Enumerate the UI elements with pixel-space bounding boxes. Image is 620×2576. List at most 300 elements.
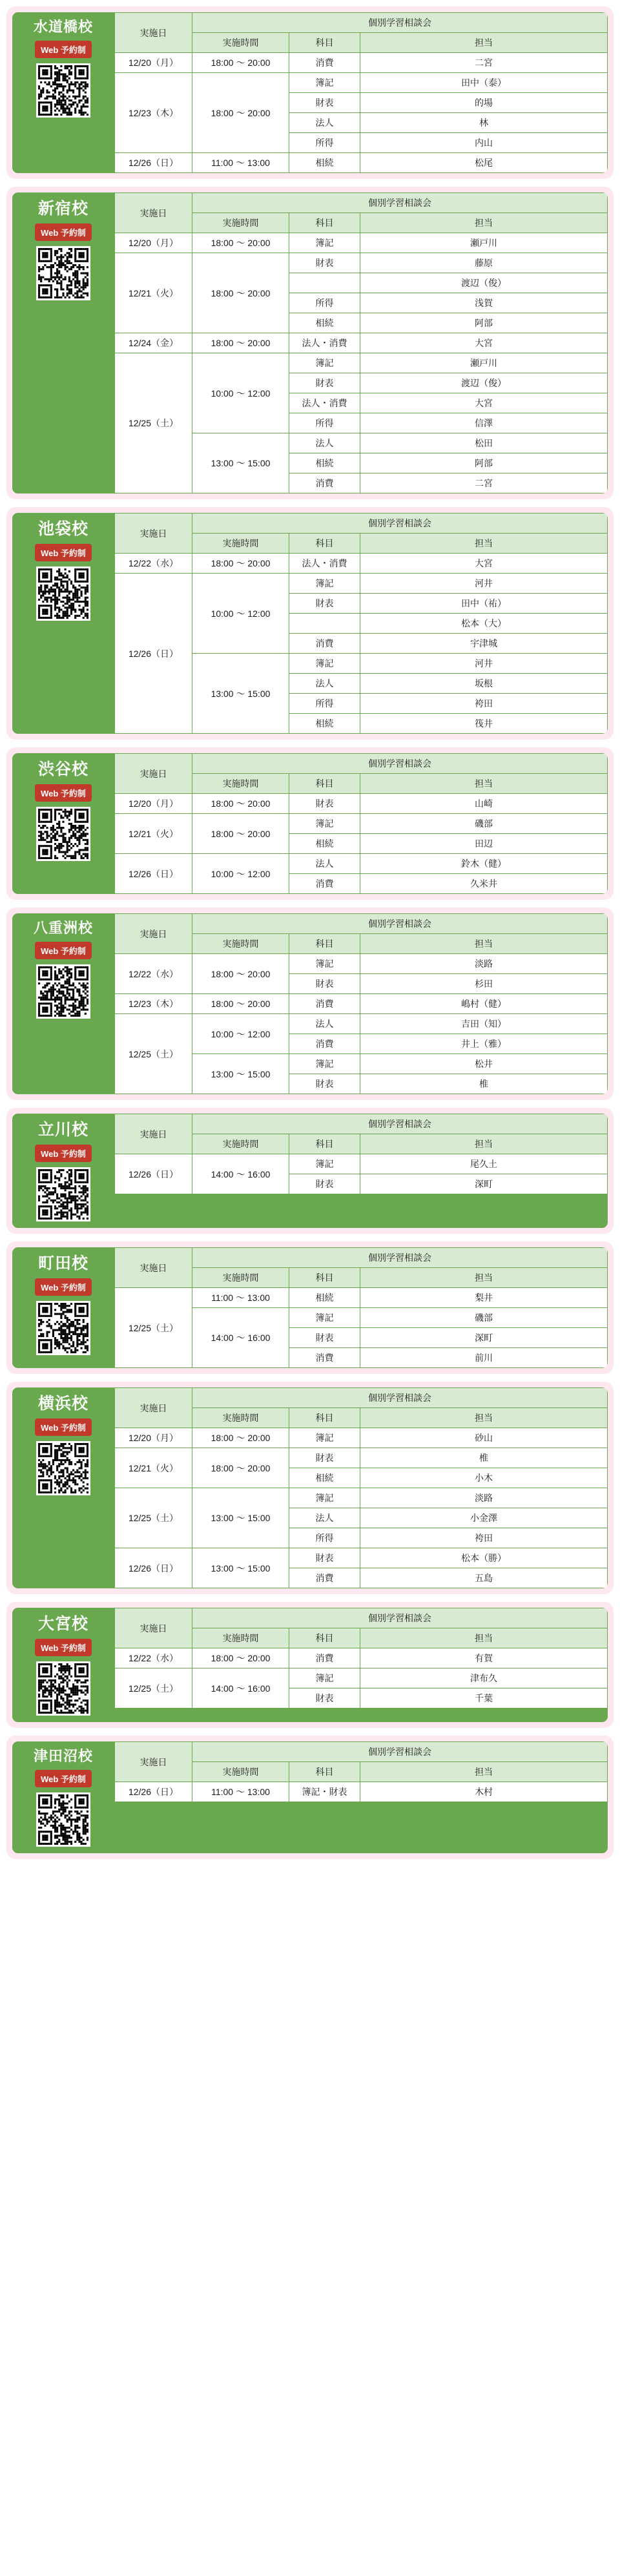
cell-subject: 所得 [289, 293, 360, 313]
table-row [115, 1488, 608, 1508]
cell-date: 12/20（月） [115, 53, 192, 73]
cell-time: 18:00 ～ 20:00 [192, 233, 289, 253]
qr-code-icon[interactable] [36, 1661, 90, 1716]
school-name: 横浜校 [37, 1395, 88, 1413]
cell-time: 13:00 ～ 15:00 [192, 433, 289, 493]
cell-subject: 財表 [289, 594, 360, 614]
cell-date: 12/21（火） [115, 1448, 192, 1488]
qr-code-icon[interactable] [36, 1792, 90, 1847]
school-schedule [114, 1608, 608, 1722]
col-header-group: 個別学習相談会 [192, 193, 608, 213]
cell-subject: 財表 [289, 373, 360, 393]
cell-staff: 磯部 [360, 814, 608, 834]
cell-subject: 簿記 [289, 1308, 360, 1328]
cell-time: 18:00 ～ 20:00 [192, 253, 289, 333]
col-header-time: 実施時間 [192, 534, 289, 554]
cell-subject: 相続 [289, 834, 360, 854]
cell-staff: 有賀 [360, 1648, 608, 1668]
col-header-date: 実施日 [115, 1742, 192, 1782]
table-row [115, 333, 608, 353]
school-name: 町田校 [37, 1254, 88, 1272]
cell-subject: 財表 [289, 1548, 360, 1568]
school-block [6, 1108, 614, 1234]
cell-staff: 井上（雅） [360, 1034, 608, 1054]
cell-date: 12/22（水） [115, 1648, 192, 1668]
school-schedule [114, 1247, 608, 1368]
cell-staff: 大宮 [360, 393, 608, 413]
school-identity [12, 1741, 114, 1853]
cell-staff: 渡辺（俊） [360, 273, 608, 293]
cell-subject: 財表 [289, 1688, 360, 1709]
cell-time: 18:00 ～ 20:00 [192, 954, 289, 994]
table-row [115, 994, 608, 1014]
col-header-date: 実施日 [115, 754, 192, 794]
cell-staff: 信澤 [360, 413, 608, 433]
school-identity [12, 513, 114, 734]
col-header-time: 実施時間 [192, 33, 289, 53]
cell-date: 12/26（日） [115, 854, 192, 894]
table-row [115, 253, 608, 273]
cell-subject: 簿記 [289, 1154, 360, 1174]
cell-time: 11:00 ～ 13:00 [192, 1288, 289, 1308]
cell-subject: 相続 [289, 313, 360, 333]
cell-staff: 松本（大） [360, 614, 608, 634]
cell-date: 12/25（土） [115, 1668, 192, 1709]
cell-subject: 簿記 [289, 954, 360, 974]
table-row [115, 854, 608, 874]
cell-staff: 椎 [360, 1448, 608, 1468]
school-identity [12, 1608, 114, 1722]
qr-code-icon[interactable] [36, 807, 90, 861]
web-reservation-badge[interactable]: Web 予約制 [35, 942, 92, 959]
cell-subject: 法人 [289, 1508, 360, 1528]
col-header-subject: 科目 [289, 1762, 360, 1782]
cell-subject: 所得 [289, 133, 360, 153]
cell-date: 12/26（日） [115, 1548, 192, 1588]
cell-date: 12/20（月） [115, 794, 192, 814]
cell-time: 11:00 ～ 13:00 [192, 1782, 289, 1802]
col-header-subject: 科目 [289, 774, 360, 794]
cell-subject: 簿記 [289, 1428, 360, 1448]
cell-time: 18:00 ～ 20:00 [192, 554, 289, 574]
cell-staff: 松田 [360, 433, 608, 453]
col-header-group: 個別学習相談会 [192, 1248, 608, 1268]
cell-date: 12/25（土） [115, 1288, 192, 1368]
cell-staff: 梨井 [360, 1288, 608, 1308]
cell-date: 12/26（日） [115, 1154, 192, 1194]
qr-code-icon[interactable] [36, 63, 90, 118]
cell-staff: 的場 [360, 93, 608, 113]
cell-staff: 二宮 [360, 473, 608, 493]
web-reservation-badge[interactable]: Web 予約制 [35, 1639, 92, 1656]
col-header-staff: 担当 [360, 1628, 608, 1648]
cell-staff: 林 [360, 113, 608, 133]
school-schedule [114, 913, 608, 1094]
cell-staff: 椎 [360, 1074, 608, 1094]
table-row [115, 153, 608, 173]
table-row [115, 53, 608, 73]
cell-staff: 渡辺（俊） [360, 373, 608, 393]
table-row [115, 1548, 608, 1568]
cell-subject: 簿記 [289, 233, 360, 253]
school-inner [12, 192, 608, 493]
school-block [6, 1382, 614, 1594]
school-schedule [114, 1741, 608, 1853]
cell-time: 14:00 ～ 16:00 [192, 1308, 289, 1368]
table-row [115, 814, 608, 834]
school-schedule [114, 1387, 608, 1588]
table-row [115, 554, 608, 574]
col-header-time: 実施時間 [192, 1628, 289, 1648]
col-header-group: 個別学習相談会 [192, 13, 608, 33]
cell-subject: 簿記 [289, 353, 360, 373]
cell-subject: 所得 [289, 413, 360, 433]
school-inner [12, 1247, 608, 1368]
table-header-row [115, 914, 608, 934]
col-header-time: 実施時間 [192, 1408, 289, 1428]
school-identity [12, 1247, 114, 1368]
cell-subject: 法人・消費 [289, 393, 360, 413]
school-name: 渋谷校 [37, 760, 88, 778]
cell-subject: 簿記 [289, 1668, 360, 1688]
col-header-time: 実施時間 [192, 774, 289, 794]
school-identity [12, 1387, 114, 1588]
cell-subject: 消費 [289, 994, 360, 1014]
col-header-group: 個別学習相談会 [192, 1114, 608, 1134]
school-identity [12, 12, 114, 173]
school-identity [12, 753, 114, 894]
web-reservation-badge[interactable]: Web 予約制 [35, 41, 92, 58]
col-header-time: 実施時間 [192, 1134, 289, 1154]
cell-staff: 河井 [360, 574, 608, 594]
cell-staff: 千葉 [360, 1688, 608, 1709]
cell-subject: 消費 [289, 473, 360, 493]
school-inner [12, 12, 608, 173]
cell-subject: 簿記 [289, 574, 360, 594]
footer-spacer [0, 1867, 620, 1873]
col-header-date: 実施日 [115, 514, 192, 554]
col-header-date: 実施日 [115, 13, 192, 53]
qr-code-icon[interactable] [36, 964, 90, 1019]
cell-staff: 松本（勝） [360, 1548, 608, 1568]
cell-subject: 相続 [289, 714, 360, 734]
col-header-time: 実施時間 [192, 1268, 289, 1288]
school-block [6, 187, 614, 499]
cell-staff: 宇津城 [360, 634, 608, 654]
col-header-subject: 科目 [289, 213, 360, 233]
cell-subject: 財表 [289, 1074, 360, 1094]
cell-subject-continued [289, 273, 360, 293]
cell-subject: 財表 [289, 1174, 360, 1194]
col-header-staff: 担当 [360, 774, 608, 794]
web-reservation-badge[interactable]: Web 予約制 [35, 1418, 92, 1436]
cell-staff: 袴田 [360, 694, 608, 714]
cell-subject: 消費 [289, 1568, 360, 1588]
cell-date: 12/24（金） [115, 333, 192, 353]
cell-subject: 簿記 [289, 814, 360, 834]
cell-staff: 松井 [360, 1054, 608, 1074]
school-block [6, 1736, 614, 1859]
table-row [115, 954, 608, 974]
cell-subject: 消費 [289, 634, 360, 654]
col-header-staff: 担当 [360, 534, 608, 554]
schedule-table [114, 913, 608, 1094]
cell-subject: 消費 [289, 874, 360, 894]
school-schedule [114, 1114, 608, 1228]
cell-subject: 消費 [289, 53, 360, 73]
cell-staff: 松尾 [360, 153, 608, 173]
cell-staff: 久米井 [360, 874, 608, 894]
cell-subject: 相続 [289, 453, 360, 473]
school-schedule [114, 12, 608, 173]
school-blocks-container [0, 6, 620, 1859]
col-header-group: 個別学習相談会 [192, 1388, 608, 1408]
schedule-table [114, 192, 608, 493]
cell-staff: 田辺 [360, 834, 608, 854]
cell-subject: 法人・消費 [289, 333, 360, 353]
school-schedule [114, 192, 608, 493]
schedule-table [114, 1387, 608, 1588]
school-identity [12, 192, 114, 493]
col-header-time: 実施時間 [192, 1762, 289, 1782]
cell-date: 12/26（日） [115, 153, 192, 173]
cell-subject: 簿記・財表 [289, 1782, 360, 1802]
table-row [115, 1428, 608, 1448]
schedule-table [114, 1608, 608, 1709]
cell-subject: 財表 [289, 974, 360, 994]
col-header-subject: 科目 [289, 1134, 360, 1154]
schedule-table [114, 1114, 608, 1194]
cell-subject: 所得 [289, 694, 360, 714]
school-name: 津田沼校 [33, 1748, 93, 1764]
cell-subject: 簿記 [289, 1054, 360, 1074]
cell-staff: 尾久土 [360, 1154, 608, 1174]
cell-date: 12/26（日） [115, 574, 192, 734]
web-reservation-badge[interactable]: Web 予約制 [35, 1770, 92, 1787]
cell-date: 12/20（月） [115, 1428, 192, 1448]
col-header-date: 実施日 [115, 1608, 192, 1648]
cell-subject: 消費 [289, 1348, 360, 1368]
cell-time: 13:00 ～ 15:00 [192, 654, 289, 734]
cell-date: 12/23（木） [115, 73, 192, 153]
cell-staff: 深町 [360, 1174, 608, 1194]
table-row [115, 1448, 608, 1468]
cell-date: 12/23（木） [115, 994, 192, 1014]
cell-time: 14:00 ～ 16:00 [192, 1154, 289, 1194]
cell-time: 18:00 ～ 20:00 [192, 1428, 289, 1448]
col-header-date: 実施日 [115, 1248, 192, 1288]
cell-time: 18:00 ～ 20:00 [192, 794, 289, 814]
schedule-table [114, 1741, 608, 1802]
col-header-group: 個別学習相談会 [192, 514, 608, 534]
cell-subject: 法人 [289, 854, 360, 874]
cell-subject-continued [289, 614, 360, 634]
cell-staff: 磯部 [360, 1308, 608, 1328]
school-block [6, 6, 614, 179]
cell-subject: 簿記 [289, 654, 360, 674]
cell-subject: 法人 [289, 113, 360, 133]
cell-subject: 財表 [289, 794, 360, 814]
col-header-subject: 科目 [289, 1628, 360, 1648]
qr-code-icon[interactable] [36, 246, 90, 300]
col-header-subject: 科目 [289, 1268, 360, 1288]
cell-staff: 田中（泰） [360, 73, 608, 93]
table-row [115, 794, 608, 814]
school-inner [12, 1608, 608, 1722]
web-reservation-badge[interactable]: Web 予約制 [35, 1145, 92, 1162]
cell-subject: 相続 [289, 153, 360, 173]
table-row [115, 1014, 608, 1034]
table-row [115, 1782, 608, 1802]
cell-subject: 法人 [289, 433, 360, 453]
qr-code-icon[interactable] [36, 1441, 90, 1495]
col-header-staff: 担当 [360, 934, 608, 954]
cell-staff: 前川 [360, 1348, 608, 1368]
table-header-row [115, 514, 608, 534]
cell-staff: 阿部 [360, 453, 608, 473]
cell-staff: 大宮 [360, 333, 608, 353]
col-header-group: 個別学習相談会 [192, 1608, 608, 1628]
col-header-subject: 科目 [289, 534, 360, 554]
table-row [115, 233, 608, 253]
schedule-table [114, 753, 608, 894]
cell-time: 18:00 ～ 20:00 [192, 333, 289, 353]
table-header-row [115, 1742, 608, 1762]
table-header-row [115, 13, 608, 33]
table-row [115, 73, 608, 93]
cell-time: 18:00 ～ 20:00 [192, 1448, 289, 1488]
cell-subject: 法人 [289, 674, 360, 694]
table-row [115, 353, 608, 373]
web-reservation-badge[interactable]: Web 予約制 [35, 784, 92, 802]
cell-date: 12/25（土） [115, 1014, 192, 1094]
qr-code-icon[interactable] [36, 566, 90, 621]
cell-date: 12/25（土） [115, 353, 192, 493]
cell-staff: 大宮 [360, 554, 608, 574]
school-schedule [114, 753, 608, 894]
web-reservation-badge[interactable]: Web 予約制 [35, 1278, 92, 1296]
cell-subject: 財表 [289, 1328, 360, 1348]
cell-subject: 財表 [289, 1448, 360, 1468]
cell-time: 11:00 ～ 13:00 [192, 153, 289, 173]
cell-subject: 財表 [289, 93, 360, 113]
cell-staff: 小木 [360, 1468, 608, 1488]
col-header-date: 実施日 [115, 1114, 192, 1154]
table-row [115, 1648, 608, 1668]
qr-code-icon[interactable] [36, 1301, 90, 1355]
cell-time: 13:00 ～ 15:00 [192, 1054, 289, 1094]
col-header-group: 個別学習相談会 [192, 754, 608, 774]
table-header-row [115, 193, 608, 213]
col-header-group: 個別学習相談会 [192, 1742, 608, 1762]
cell-staff: 淡路 [360, 954, 608, 974]
cell-staff: 小金澤 [360, 1508, 608, 1528]
school-name: 水道橋校 [33, 19, 93, 35]
cell-date: 12/20（月） [115, 233, 192, 253]
cell-staff: 鈴木（健） [360, 854, 608, 874]
cell-time: 18:00 ～ 20:00 [192, 53, 289, 73]
cell-subject: 簿記 [289, 73, 360, 93]
cell-staff: 山崎 [360, 794, 608, 814]
school-identity [12, 913, 114, 1094]
cell-date: 12/21（火） [115, 814, 192, 854]
school-inner [12, 1741, 608, 1853]
col-header-staff: 担当 [360, 213, 608, 233]
cell-staff: 内山 [360, 133, 608, 153]
cell-staff: 木村 [360, 1782, 608, 1802]
cell-subject: 消費 [289, 1648, 360, 1668]
school-inner [12, 1114, 608, 1228]
cell-staff: 砂山 [360, 1428, 608, 1448]
cell-staff: 田中（祐） [360, 594, 608, 614]
cell-time: 13:00 ～ 15:00 [192, 1548, 289, 1588]
cell-date: 12/22（水） [115, 954, 192, 994]
cell-staff: 淡路 [360, 1488, 608, 1508]
school-block [6, 1241, 614, 1374]
cell-staff: 津布久 [360, 1668, 608, 1688]
cell-time: 14:00 ～ 16:00 [192, 1668, 289, 1709]
cell-date: 12/21（火） [115, 253, 192, 333]
col-header-group: 個別学習相談会 [192, 914, 608, 934]
cell-time: 10:00 ～ 12:00 [192, 574, 289, 654]
school-inner [12, 913, 608, 1094]
table-header-row [115, 1388, 608, 1408]
col-header-subject: 科目 [289, 1408, 360, 1428]
cell-time: 13:00 ～ 15:00 [192, 1488, 289, 1548]
table-header-row [115, 1114, 608, 1134]
school-inner [12, 1387, 608, 1588]
cell-staff: 浅賀 [360, 293, 608, 313]
cell-time: 18:00 ～ 20:00 [192, 73, 289, 153]
school-identity [12, 1114, 114, 1228]
web-reservation-badge[interactable]: Web 予約制 [35, 544, 92, 561]
cell-staff: 河井 [360, 654, 608, 674]
cell-time: 18:00 ～ 20:00 [192, 994, 289, 1014]
cell-date: 12/26（日） [115, 1782, 192, 1802]
cell-subject: 相続 [289, 1468, 360, 1488]
cell-staff: 瀬戸川 [360, 353, 608, 373]
cell-time: 18:00 ～ 20:00 [192, 814, 289, 854]
school-schedule [114, 513, 608, 734]
school-name: 八重洲校 [33, 920, 93, 936]
col-header-date: 実施日 [115, 914, 192, 954]
cell-staff: 吉田（知） [360, 1014, 608, 1034]
school-block [6, 1602, 614, 1728]
school-name: 大宮校 [37, 1615, 88, 1633]
school-block [6, 908, 614, 1100]
school-inner [12, 513, 608, 734]
table-row [115, 1668, 608, 1688]
cell-staff: 藤原 [360, 253, 608, 273]
cell-subject: 相続 [289, 1288, 360, 1308]
cell-subject: 法人 [289, 1014, 360, 1034]
web-reservation-badge[interactable]: Web 予約制 [35, 223, 92, 241]
table-row [115, 1288, 608, 1308]
cell-staff: 深町 [360, 1328, 608, 1348]
school-name: 池袋校 [37, 520, 88, 538]
col-header-time: 実施時間 [192, 934, 289, 954]
school-inner [12, 753, 608, 894]
col-header-staff: 担当 [360, 1762, 608, 1782]
table-header-row [115, 1248, 608, 1268]
qr-code-icon[interactable] [36, 1167, 90, 1221]
table-row [115, 1154, 608, 1174]
cell-time: 10:00 ～ 12:00 [192, 854, 289, 894]
table-header-row [115, 1608, 608, 1628]
cell-time: 10:00 ～ 12:00 [192, 1014, 289, 1054]
schedule-table [114, 12, 608, 173]
cell-staff: 二宮 [360, 53, 608, 73]
